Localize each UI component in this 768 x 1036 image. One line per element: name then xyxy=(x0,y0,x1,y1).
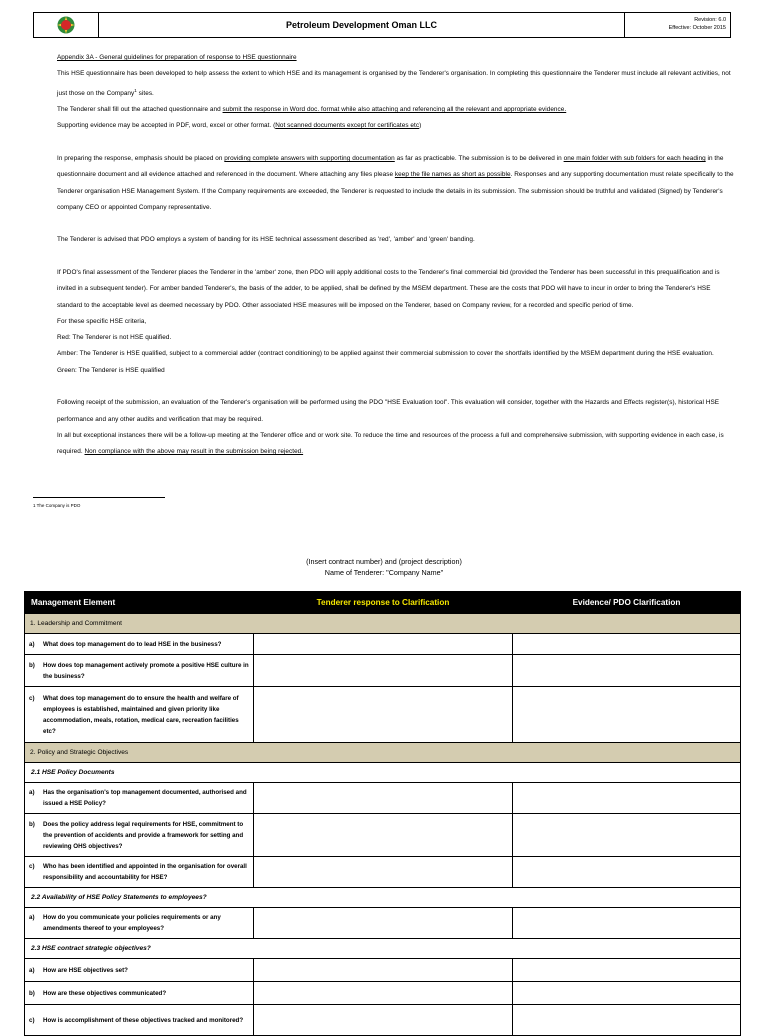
response-cell[interactable] xyxy=(254,982,513,1005)
effective-date: Effective: October 2015 xyxy=(668,25,726,31)
question-letter: c) xyxy=(29,694,35,702)
question-letter: b) xyxy=(29,661,35,669)
revision-number: Revision: 6.0 xyxy=(694,17,726,23)
question-cell xyxy=(25,959,254,982)
section-row xyxy=(25,743,741,763)
question-text: Has the organisation's top management documented, authorised and issued a HSE Policy? xyxy=(43,789,247,807)
evidence-cell[interactable] xyxy=(513,687,741,743)
evidence-cell[interactable] xyxy=(513,908,741,939)
paragraph-banding: The Tenderer is advised that PDO employs a system of banding for its HSE technical assessment described as 'red', 'amber' and 'green' banding. xyxy=(57,236,475,244)
response-cell[interactable] xyxy=(254,655,513,687)
document-header xyxy=(33,12,731,38)
text-run: in the questionnaire document and all evidence attached and referenced in the document. Where attaching any files please xyxy=(57,154,724,179)
text-run: as far as practicable. The submission is to be delivered in xyxy=(394,154,564,162)
question-letter: a) xyxy=(29,640,35,648)
subsection-row xyxy=(25,763,741,783)
paragraph-formats xyxy=(57,118,737,134)
question-text: How is accomplishment of these objectives tracked and monitored? xyxy=(43,1016,244,1024)
pdo-logo-icon xyxy=(56,15,76,35)
contract-info xyxy=(0,556,768,578)
question-letter: a) xyxy=(29,789,35,796)
section-row xyxy=(25,614,741,634)
text-run-underlined: Not scanned documents except for certificates etc xyxy=(275,122,420,130)
table-row xyxy=(25,857,741,888)
subsection-row xyxy=(25,888,741,908)
text-run: In preparing the response, emphasis should be placed on xyxy=(57,154,225,162)
question-text: How do you communicate your policies requirements or any amendments thereof to your employees? xyxy=(43,914,221,932)
question-text: What does top management do to ensure the health and welfare of employees is established, maintained and given priority like accommodation, meals, rotation, medical care, recreation facilities etc? xyxy=(43,694,239,735)
text-run: . Responses and any supporting documentation must relate specifically to the Tenderer organisation HSE Management System. If the Company requirements are exceeded, the Tenderer is requested to include the details in its submission. The submission should be truthful and validated (Signed) by Tenderer's company CEO or appointed Company representative. xyxy=(57,171,734,211)
question-cell xyxy=(25,982,254,1005)
paragraph-evaluation: Following receipt of the submission, an evaluation of the Tenderer's organisation will be performed using the PDO "HSE Evaluation tool". This evaluation will consider, together with the Hazards and Effects register(s), historical HSE performance and any other audits and verification that may be required. xyxy=(57,399,720,423)
question-text: What does top management do to lead HSE in the business? xyxy=(43,640,222,648)
subsection-title: 2.3 HSE contract strategic objectives? xyxy=(25,939,741,959)
text-run: Supporting evidence may be accepted in PDF, word, excel or other format. ( xyxy=(57,122,276,130)
evidence-cell[interactable] xyxy=(513,634,741,655)
text-run-underlined: providing complete answers with supporting documentation xyxy=(224,154,395,162)
response-cell[interactable] xyxy=(254,959,513,982)
question-cell xyxy=(25,634,254,655)
question-text: How does top management actively promote a positive HSE culture in the business? xyxy=(43,661,249,680)
question-letter: a) xyxy=(29,966,35,974)
text-run: The Tenderer shall fill out the attached questionnaire and xyxy=(57,106,223,114)
table-header-row xyxy=(25,592,741,614)
question-cell xyxy=(25,814,254,857)
response-cell[interactable] xyxy=(254,1005,513,1036)
guidelines-body xyxy=(57,50,737,461)
evidence-cell[interactable] xyxy=(513,655,741,687)
evidence-cell[interactable] xyxy=(513,814,741,857)
question-text: Who has been identified and appointed in the organisation for overall responsibility and accountability for HSE? xyxy=(43,863,247,881)
table-row xyxy=(25,982,741,1005)
evidence-cell[interactable] xyxy=(513,959,741,982)
paragraph-amber-zone: If PDO's final assessment of the Tenderer places the Tenderer in the 'amber' zone, then PDO will apply additional costs to the Tenderer's final commercial bid (provided the Tenderer has been successful in this prequalification and is invited in a subsequent tender). For amber banded Tenderer's, the basis of the adder, to be applied, shall be defined by the MSEM department. These are the costs that PDO will have to incur in order to bring the Tenderer's HSE standard to the acceptable level as deemed necessary by PDO. Other associated HSE measures will be imposed on the Tenderer, based on Company review, for a recorded and specific period of time. xyxy=(57,268,720,309)
table-row xyxy=(25,814,741,857)
paragraph-red: Red: The Tenderer is not HSE qualified. xyxy=(57,334,172,342)
evidence-cell[interactable] xyxy=(513,857,741,888)
revision-info xyxy=(624,13,730,37)
question-text: Does the policy address legal requirements for HSE, commitment to the prevention of accidents and provide a framework for setting and reviewing OHS objectives? xyxy=(43,820,244,850)
question-letter: b) xyxy=(29,989,35,997)
subsection-row xyxy=(25,939,741,959)
column-header-tenderer-response: Tenderer response to Clarification xyxy=(254,592,513,614)
table-row xyxy=(25,1005,741,1036)
question-cell xyxy=(25,1005,254,1036)
text-run-underlined: keep the file names as short as possible xyxy=(394,171,511,179)
question-letter: c) xyxy=(29,863,35,870)
spacer xyxy=(57,379,737,395)
question-text: How are HSE objectives set? xyxy=(43,966,128,974)
column-header-evidence: Evidence/ PDO Clarification xyxy=(513,592,741,614)
paragraph-amber: Amber: The Tenderer is HSE qualified, subject to a commercial adder (contract conditioning) to be applied against their commercial submission to cover the shortfalls identified by the MSEM department during the HSE evaluation. xyxy=(57,350,714,358)
logo-cell xyxy=(34,13,99,37)
question-cell xyxy=(25,857,254,888)
table-row xyxy=(25,908,741,939)
appendix-title: Appendix 3A - General guidelines for preparation of response to HSE questionnaire xyxy=(57,54,297,61)
footnote: 1 The Company is PDO xyxy=(33,503,81,508)
question-cell xyxy=(25,687,254,743)
text-run: This HSE questionnaire has been developed to help assess the extent to which HSE and its management is organised by the Tenderer's organisation. In completing this questionnaire the Tenderer must include all relevant activities, not just those on the Company xyxy=(57,70,731,97)
question-letter: c) xyxy=(29,1016,35,1024)
hse-questionnaire-table xyxy=(24,591,741,1036)
column-header-management-element: Management Element xyxy=(25,592,254,614)
company-name: Petroleum Development Oman LLC xyxy=(285,20,438,30)
question-cell xyxy=(25,655,254,687)
spacer xyxy=(57,249,737,265)
text-run-underlined: one main folder with sub folders for each heading xyxy=(563,154,706,162)
subsection-title: 2.1 HSE Policy Documents xyxy=(25,763,741,783)
question-letter: b) xyxy=(29,820,35,828)
tenderer-name: Name of Tenderer: "Company Name" xyxy=(324,568,444,577)
paragraph-criteria: For these specific HSE criteria, xyxy=(57,317,147,325)
text-run: sites. xyxy=(136,89,154,97)
question-cell xyxy=(25,783,254,814)
table-row xyxy=(25,634,741,655)
response-cell[interactable] xyxy=(254,814,513,857)
section-title: 2. Policy and Strategic Objectives xyxy=(25,743,741,763)
text-run: ) xyxy=(419,122,422,130)
contract-description: (Insert contract number) and (project description) xyxy=(306,557,462,566)
section-title: 1. Leadership and Commitment xyxy=(25,614,741,634)
question-text: How are these objectives communicated? xyxy=(43,989,167,997)
response-cell[interactable] xyxy=(254,783,513,814)
paragraph-submit xyxy=(57,102,737,118)
response-cell[interactable] xyxy=(254,634,513,655)
table-row xyxy=(25,655,741,687)
evidence-cell[interactable] xyxy=(513,1005,741,1036)
table-row xyxy=(25,959,741,982)
spacer xyxy=(57,135,737,151)
footnote-divider xyxy=(33,497,165,498)
footnote-ref: 1 xyxy=(134,87,137,93)
paragraph-intro xyxy=(57,66,737,102)
paragraph-preparing xyxy=(57,151,737,216)
table-row xyxy=(25,687,741,743)
subsection-title: 2.2 Availability of HSE Policy Statements to employees? xyxy=(25,888,741,908)
table-row xyxy=(25,783,741,814)
evidence-cell[interactable] xyxy=(513,783,741,814)
text-run: In all but exceptional instances there will be a follow-up meeting at the Tenderer office and or work site. To reduce the time and resources of the process a full and comprehensive submission, with supporting evidence in each case, is required. xyxy=(57,431,724,456)
response-cell[interactable] xyxy=(254,857,513,888)
spacer xyxy=(57,216,737,232)
evidence-cell[interactable] xyxy=(513,982,741,1005)
text-run-underlined: submit the response in Word doc. format while also attaching and referencing all the relevant and appropriate evidence. xyxy=(222,106,567,114)
question-cell xyxy=(25,908,254,939)
paragraph-follow-up xyxy=(57,428,737,461)
response-cell[interactable] xyxy=(254,687,513,743)
response-cell[interactable] xyxy=(254,908,513,939)
question-letter: a) xyxy=(29,914,35,921)
text-run-underlined: Non compliance with the above may result in the submission being rejected. xyxy=(84,448,304,456)
paragraph-green: Green: The Tenderer is HSE qualified xyxy=(57,366,165,374)
